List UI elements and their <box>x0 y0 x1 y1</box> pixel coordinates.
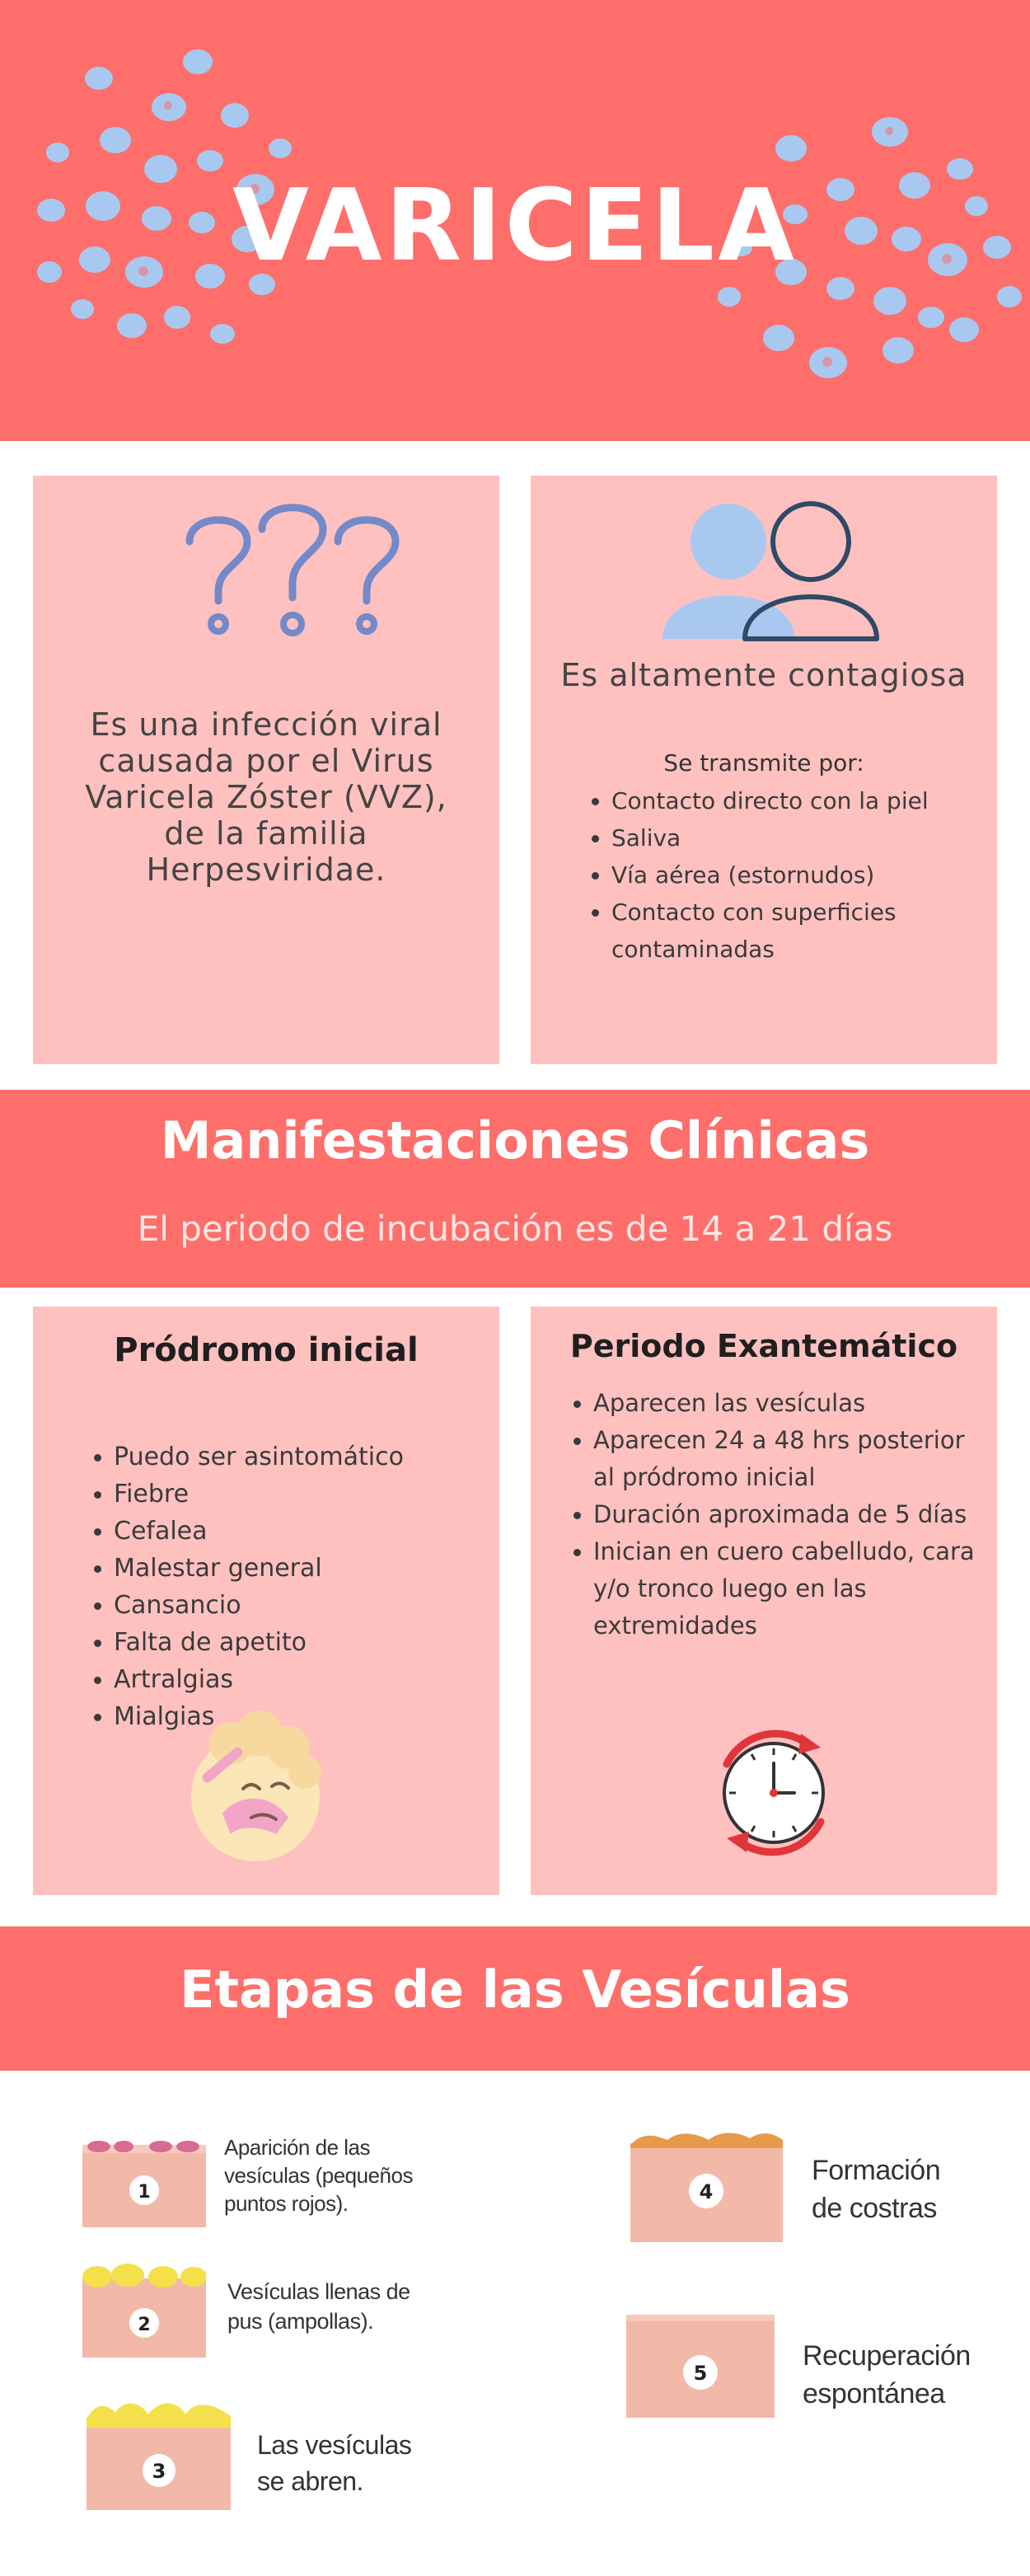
list-item: Vía aérea (estornudos) <box>585 856 972 894</box>
stages-banner <box>0 1926 1030 2071</box>
list-item: Contacto con superficies contaminadas <box>585 894 972 968</box>
definition-card <box>33 476 499 1064</box>
list-item: Cansancio <box>87 1587 475 1624</box>
stage-4-text: Formación de costras <box>812 2155 941 2224</box>
stage-3-text: Las vesículas se abren. <box>257 2430 412 2496</box>
stage-5-text: Recuperación espontánea <box>803 2340 971 2409</box>
page-title: VARICELA <box>232 169 798 284</box>
card-title: Pródromo inicial <box>114 1331 419 1369</box>
list-item: Aparecen las vesículas <box>567 1385 987 1422</box>
skin-stage-2-icon <box>82 2259 206 2358</box>
definition-text: Es una infección viral causada por el Virus Varicela Zóster (VVZ), de la familia Herpesviridae. <box>85 706 447 888</box>
stage-1-text: Aparición de las vesículas (pequeños puntos rojos). <box>224 2135 413 2216</box>
exantematico-card <box>531 1307 997 1895</box>
list-item: Duración aproximada de 5 días <box>567 1496 987 1533</box>
question-marks-icon <box>173 500 420 649</box>
prodromo-card <box>33 1307 499 1895</box>
clock-icon <box>704 1727 844 1859</box>
stage-2-text: Vesículas llenas de pus (ampollas). <box>227 2279 410 2334</box>
list-item: Cefalea <box>87 1513 475 1550</box>
header-banner <box>0 0 1030 441</box>
list-item: Mialgias <box>87 1698 475 1735</box>
list-item: Falta de apetito <box>87 1624 475 1661</box>
stage-number: 1 <box>138 2182 151 2203</box>
contagion-title: Es altamente contagiosa <box>560 657 967 693</box>
skin-stage-3-icon <box>87 2395 231 2510</box>
list-item: Saliva <box>585 819 972 856</box>
symptoms-list <box>87 1438 475 1735</box>
list-item: Aparecen 24 a 48 hrs posterior al pródromo inicial <box>567 1422 987 1496</box>
contagion-subtitle: Se transmite por: <box>663 749 864 777</box>
section-title: Etapas de las Vesículas <box>180 1959 850 2020</box>
skin-stage-5-icon <box>626 2315 775 2418</box>
skin-stage-4-icon <box>630 2127 783 2242</box>
exantematico-list <box>567 1385 987 1645</box>
list-item: Inician en cuero cabelludo, cara y/o tronco luego en las extremidades <box>567 1533 987 1645</box>
list-item: Fiebre <box>87 1476 475 1513</box>
stage-number: 4 <box>699 2180 714 2203</box>
list-item: Artralgias <box>87 1661 475 1698</box>
list-item: Malestar general <box>87 1550 475 1587</box>
stage-number: 2 <box>138 2315 151 2335</box>
section-title: Manifestaciones Clínicas <box>160 1110 870 1171</box>
list-item: Contacto directo con la piel <box>585 782 972 819</box>
stage-number: 5 <box>693 2362 708 2385</box>
manifestations-banner <box>0 1090 1030 1288</box>
list-item: Puedo ser asintomático <box>87 1438 475 1476</box>
section-subtitle: El periodo de incubación es de 14 a 21 días <box>137 1208 893 1249</box>
contagion-list <box>585 782 972 968</box>
stage-number: 3 <box>152 2460 166 2483</box>
skin-stage-1-icon <box>82 2128 206 2227</box>
sick-face-icon <box>173 1710 338 1867</box>
people-icon <box>654 490 885 655</box>
contagion-card <box>531 476 997 1064</box>
card-title: Periodo Exantemático <box>569 1328 958 1364</box>
